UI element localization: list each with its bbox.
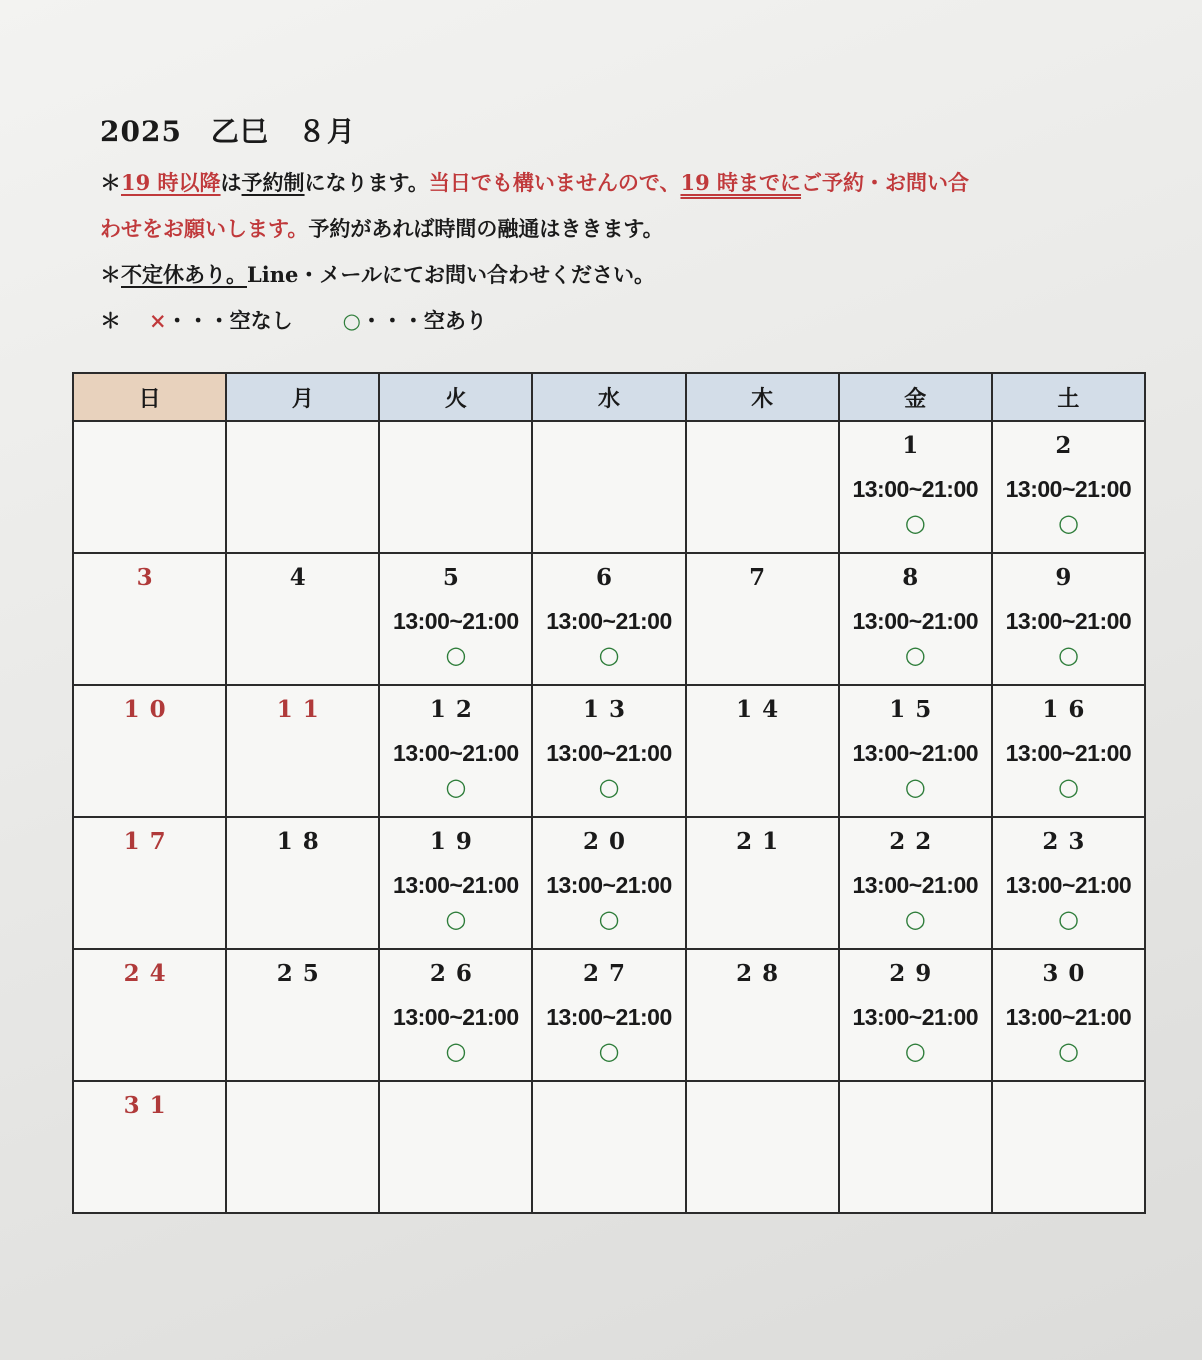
calendar-day-cell: [839, 949, 992, 1081]
calendar-day-cell: [686, 553, 839, 685]
business-hours: 13:00~21:00: [546, 1004, 672, 1030]
day-number: 5: [442, 564, 469, 591]
business-hours: 13:00~21:00: [393, 608, 519, 634]
calendar-day-cell: [686, 421, 839, 553]
available-icon: ○: [445, 905, 467, 933]
note-highlight: 19 時以降: [121, 170, 221, 195]
available-icon: ○: [1057, 1037, 1079, 1065]
available-icon: ○: [342, 308, 361, 333]
available-icon: ○: [904, 773, 926, 801]
calendar-day-cell: [73, 949, 226, 1081]
asterisk: ＊: [100, 170, 121, 195]
day-number: 4: [289, 564, 316, 591]
calendar-day-cell: [532, 1081, 685, 1213]
day-number: 29: [889, 960, 942, 987]
calendar-day-cell: [379, 949, 532, 1081]
note-text: は: [220, 170, 242, 195]
available-icon: ○: [598, 905, 620, 933]
note-underlined: 予約制: [241, 170, 305, 195]
calendar-day-cell: [532, 817, 685, 949]
calendar-body: [73, 421, 1145, 1213]
calendar-day-cell: [992, 1081, 1145, 1213]
day-number: 13: [582, 696, 635, 723]
weekday-header-thu: 木: [686, 373, 839, 421]
note-text: になります。: [304, 170, 429, 195]
notes-section: [100, 160, 1130, 344]
calendar-day-cell: [839, 553, 992, 685]
calendar-day-cell: [226, 817, 379, 949]
available-icon: ○: [445, 641, 467, 669]
business-hours: 13:00~21:00: [1005, 476, 1132, 502]
day-number: 10: [123, 696, 176, 723]
business-hours: 13:00~21:00: [546, 872, 672, 898]
business-hours: 13:00~21:00: [852, 740, 979, 766]
business-hours: 13:00~21:00: [852, 476, 979, 502]
calendar-day-cell: [839, 1081, 992, 1213]
note-reservation-cont: [100, 206, 1130, 252]
day-number: 23: [1042, 828, 1095, 855]
available-icon: ○: [1057, 773, 1079, 801]
unavailable-icon: ×: [149, 308, 167, 333]
day-number: 30: [1042, 960, 1095, 987]
day-number: 6: [595, 564, 622, 591]
day-number: 21: [736, 828, 789, 855]
day-number: 28: [736, 960, 789, 987]
business-hours: 13:00~21:00: [852, 872, 979, 898]
day-number: 15: [889, 696, 942, 723]
business-hours: 13:00~21:00: [1005, 740, 1132, 766]
business-hours: 13:00~21:00: [546, 740, 672, 766]
calendar-day-cell: [226, 421, 379, 553]
calendar-day-cell: [73, 685, 226, 817]
business-hours: 13:00~21:00: [1005, 872, 1132, 898]
business-hours: 13:00~21:00: [393, 872, 519, 898]
business-hours: 13:00~21:00: [1005, 608, 1132, 634]
day-number: 31: [123, 1092, 176, 1119]
weekday-header-sun: 日: [73, 373, 226, 421]
day-number: 9: [1055, 564, 1082, 591]
calendar-day-cell: [379, 817, 532, 949]
day-number: 2: [1055, 432, 1082, 459]
day-number: 22: [889, 828, 942, 855]
day-number: 18: [276, 828, 329, 855]
calendar-day-cell: [839, 817, 992, 949]
calendar-day-cell: [379, 1081, 532, 1213]
note-highlight: ご予約・お問い合: [801, 170, 970, 195]
note-irregular-holiday: [100, 252, 1130, 298]
note-legend: [100, 298, 1130, 344]
calendar-day-cell: [73, 817, 226, 949]
calendar-day-cell: [532, 949, 685, 1081]
available-icon: ○: [1057, 641, 1079, 669]
business-hours: 13:00~21:00: [852, 1004, 979, 1030]
business-hours: 13:00~21:00: [393, 740, 519, 766]
calendar-day-cell: [992, 949, 1145, 1081]
calendar-day-cell: [992, 421, 1145, 553]
day-number: 25: [276, 960, 329, 987]
weekday-header-fri: 金: [839, 373, 992, 421]
available-icon: ○: [445, 773, 467, 801]
weekday-header-mon: 月: [226, 373, 379, 421]
calendar-day-cell: [992, 553, 1145, 685]
calendar-week-row: [73, 949, 1145, 1081]
calendar-day-cell: [686, 1081, 839, 1213]
day-number: 11: [276, 696, 329, 723]
day-number: 16: [1042, 696, 1095, 723]
calendar-day-cell: [839, 685, 992, 817]
business-hours: 13:00~21:00: [546, 608, 672, 634]
calendar-week-row: [73, 553, 1145, 685]
calendar-day-cell: [226, 1081, 379, 1213]
available-icon: ○: [904, 1037, 926, 1065]
day-number: 26: [429, 960, 482, 987]
note-highlight: わせをお願いします。: [100, 216, 309, 241]
available-icon: ○: [598, 641, 620, 669]
day-number: 14: [736, 696, 789, 723]
day-number: 24: [123, 960, 176, 987]
available-icon: ○: [904, 905, 926, 933]
day-number: 12: [429, 696, 482, 723]
calendar-day-cell: [226, 685, 379, 817]
asterisk: ＊: [100, 262, 121, 287]
note-reservation: [100, 160, 1130, 206]
day-number: 7: [749, 564, 776, 591]
calendar-week-row: [73, 685, 1145, 817]
calendar-week-row: [73, 817, 1145, 949]
note-underlined: 不定休あり。: [121, 262, 247, 287]
day-number: 27: [582, 960, 635, 987]
calendar-day-cell: [73, 553, 226, 685]
calendar-day-cell: [226, 553, 379, 685]
weekday-header-sat: 土: [992, 373, 1145, 421]
asterisk: ＊: [100, 308, 121, 333]
calendar-day-cell: [379, 421, 532, 553]
business-hours: 13:00~21:00: [393, 1004, 519, 1030]
weekday-header-tue: 火: [379, 373, 532, 421]
business-hours: 13:00~21:00: [1005, 1004, 1132, 1030]
available-icon: ○: [1057, 509, 1079, 537]
calendar-day-cell: [532, 421, 685, 553]
available-icon: ○: [1057, 905, 1079, 933]
calendar-day-cell: [532, 685, 685, 817]
calendar-day-cell: [686, 685, 839, 817]
calendar-grid: [72, 372, 1146, 1214]
calendar-day-cell: [992, 817, 1145, 949]
calendar-day-cell: [73, 421, 226, 553]
available-icon: ○: [598, 773, 620, 801]
available-icon: ○: [904, 509, 926, 537]
note-text: 予約があれば時間の融通はききます。: [308, 216, 664, 241]
day-number: 1: [902, 432, 929, 459]
calendar-day-cell: [839, 421, 992, 553]
day-number: 19: [429, 828, 482, 855]
calendar-day-cell: [379, 685, 532, 817]
note-text: Line・メールにてお問い合わせください。: [247, 262, 655, 287]
available-icon: ○: [904, 641, 926, 669]
day-number: 17: [123, 828, 176, 855]
calendar-week-row: [73, 421, 1145, 553]
available-icon: ○: [598, 1037, 620, 1065]
calendar-day-cell: [73, 1081, 226, 1213]
note-highlight: 当日でも構いませんので、: [428, 170, 681, 195]
weekday-header-wed: 水: [532, 373, 685, 421]
calendar-week-row: [73, 1081, 1145, 1213]
page-title: 2025 乙巳 ８月: [100, 115, 356, 148]
calendar-day-cell: [379, 553, 532, 685]
legend-unavailable-label: ・・・空なし: [166, 308, 293, 333]
business-hours: 13:00~21:00: [852, 608, 979, 634]
weekday-header-row: [73, 373, 1145, 421]
calendar-day-cell: [532, 553, 685, 685]
day-number: 8: [902, 564, 929, 591]
available-icon: ○: [445, 1037, 467, 1065]
day-number: 3: [136, 564, 163, 591]
calendar-day-cell: [686, 949, 839, 1081]
calendar-day-cell: [992, 685, 1145, 817]
note-highlight: 19 時までに: [680, 170, 802, 195]
legend-available-label: ・・・空あり: [360, 308, 487, 333]
calendar-day-cell: [226, 949, 379, 1081]
calendar-day-cell: [686, 817, 839, 949]
day-number: 20: [582, 828, 635, 855]
